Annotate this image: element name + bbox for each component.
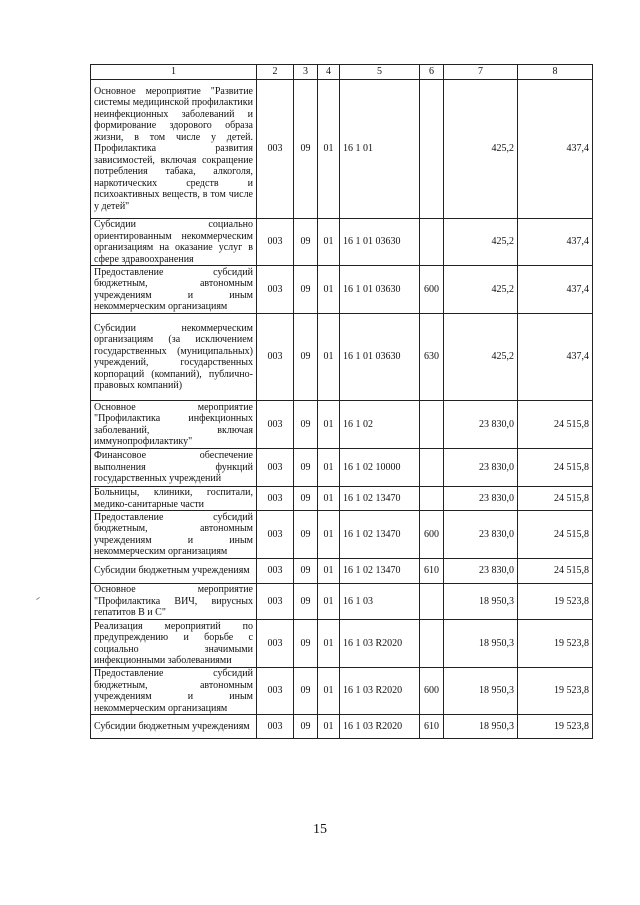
row-subsection-cell: 01 bbox=[318, 715, 340, 739]
row-ministry-code-cell: 003 bbox=[257, 559, 294, 584]
row-amount-year1-cell: 425,2 bbox=[444, 80, 518, 219]
header-cell: 8 bbox=[518, 65, 593, 80]
row-section-cell: 09 bbox=[294, 487, 318, 511]
row-target-article-cell: 16 1 03 R2020 bbox=[340, 620, 420, 668]
table-row bbox=[91, 80, 593, 219]
row-name-cell: Предоставление субсидий бюджетным, автономным учреждениям и иным некоммерческим организациям bbox=[91, 266, 257, 314]
row-ministry-code-cell: 003 bbox=[257, 219, 294, 266]
row-name-cell: Финансовое обеспечение выполнения функций государственных учреждений bbox=[91, 449, 257, 487]
row-target-article-cell: 16 1 02 10000 bbox=[340, 449, 420, 487]
row-name-cell: Предоставление субсидий бюджетным, автономным учреждениям и иным некоммерческим организациям bbox=[91, 511, 257, 559]
table-row bbox=[91, 314, 593, 401]
row-target-article-cell: 16 1 02 13470 bbox=[340, 559, 420, 584]
header-cell: 3 bbox=[294, 65, 318, 80]
table-row bbox=[91, 559, 593, 584]
header-cell: 1 bbox=[91, 65, 257, 80]
row-amount-year2-cell: 19 523,8 bbox=[518, 668, 593, 715]
row-subsection-cell: 01 bbox=[318, 314, 340, 401]
row-expense-type-cell bbox=[420, 620, 444, 668]
row-ministry-code-cell: 003 bbox=[257, 449, 294, 487]
table-row bbox=[91, 620, 593, 668]
row-target-article-cell: 16 1 01 03630 bbox=[340, 314, 420, 401]
row-ministry-code-cell: 003 bbox=[257, 401, 294, 449]
row-subsection-cell: 01 bbox=[318, 219, 340, 266]
row-amount-year2-cell: 437,4 bbox=[518, 314, 593, 401]
header-cell: 7 bbox=[444, 65, 518, 80]
row-subsection-cell: 01 bbox=[318, 511, 340, 559]
row-name-cell: Субсидии бюджетным учреждениям bbox=[91, 559, 257, 584]
row-target-article-cell: 16 1 02 13470 bbox=[340, 511, 420, 559]
header-cell: 4 bbox=[318, 65, 340, 80]
row-amount-year1-cell: 23 830,0 bbox=[444, 401, 518, 449]
row-section-cell: 09 bbox=[294, 511, 318, 559]
row-amount-year2-cell: 24 515,8 bbox=[518, 449, 593, 487]
row-name-cell: Субсидии социально ориентированным некоммерческим организациям на оказание услуг в сфере здравоохранения bbox=[91, 219, 257, 266]
row-amount-year2-cell: 19 523,8 bbox=[518, 620, 593, 668]
row-name-cell: Больницы, клиники, госпитали, медико-санитарные части bbox=[91, 487, 257, 511]
header-cell: 5 bbox=[340, 65, 420, 80]
row-expense-type-cell: 630 bbox=[420, 314, 444, 401]
row-subsection-cell: 01 bbox=[318, 487, 340, 511]
row-ministry-code-cell: 003 bbox=[257, 668, 294, 715]
row-expense-type-cell: 600 bbox=[420, 668, 444, 715]
row-target-article-cell: 16 1 03 R2020 bbox=[340, 715, 420, 739]
row-amount-year1-cell: 23 830,0 bbox=[444, 559, 518, 584]
row-section-cell: 09 bbox=[294, 314, 318, 401]
row-name-cell: Основное мероприятие "Профилактика инфекционных заболеваний, включая иммунопрофилактику" bbox=[91, 401, 257, 449]
row-amount-year1-cell: 425,2 bbox=[444, 314, 518, 401]
row-expense-type-cell bbox=[420, 401, 444, 449]
page-number: 15 bbox=[313, 822, 327, 837]
row-amount-year1-cell: 23 830,0 bbox=[444, 487, 518, 511]
row-section-cell: 09 bbox=[294, 715, 318, 739]
row-amount-year1-cell: 18 950,3 bbox=[444, 668, 518, 715]
row-amount-year2-cell: 24 515,8 bbox=[518, 487, 593, 511]
row-section-cell: 09 bbox=[294, 449, 318, 487]
row-expense-type-cell bbox=[420, 584, 444, 620]
table-row bbox=[91, 266, 593, 314]
row-amount-year2-cell: 437,4 bbox=[518, 80, 593, 219]
header-cell: 2 bbox=[257, 65, 294, 80]
row-amount-year2-cell: 24 515,8 bbox=[518, 401, 593, 449]
row-section-cell: 09 bbox=[294, 401, 318, 449]
table-row bbox=[91, 487, 593, 511]
row-ministry-code-cell: 003 bbox=[257, 266, 294, 314]
row-expense-type-cell: 610 bbox=[420, 715, 444, 739]
row-subsection-cell: 01 bbox=[318, 80, 340, 219]
row-ministry-code-cell: 003 bbox=[257, 487, 294, 511]
table-row bbox=[91, 715, 593, 739]
row-target-article-cell: 16 1 01 bbox=[340, 80, 420, 219]
row-ministry-code-cell: 003 bbox=[257, 80, 294, 219]
row-subsection-cell: 01 bbox=[318, 559, 340, 584]
table-row bbox=[91, 668, 593, 715]
row-name-cell: Предоставление субсидий бюджетным, автономным учреждениям и иным некоммерческим организациям bbox=[91, 668, 257, 715]
row-amount-year2-cell: 437,4 bbox=[518, 219, 593, 266]
row-section-cell: 09 bbox=[294, 668, 318, 715]
row-amount-year2-cell: 19 523,8 bbox=[518, 584, 593, 620]
row-section-cell: 09 bbox=[294, 219, 318, 266]
row-ministry-code-cell: 003 bbox=[257, 620, 294, 668]
row-name-cell: Основное мероприятие "Профилактика ВИЧ, вирусных гепатитов В и С" bbox=[91, 584, 257, 620]
row-target-article-cell: 16 1 02 13470 bbox=[340, 487, 420, 511]
table-body bbox=[91, 80, 593, 739]
row-amount-year2-cell: 24 515,8 bbox=[518, 511, 593, 559]
table-row bbox=[91, 449, 593, 487]
row-amount-year1-cell: 425,2 bbox=[444, 219, 518, 266]
row-name-cell: Субсидии некоммерческим организациям (за исключением государственных (муниципальных) учреждений, государственных корпораций (компаний), публично-правовых компаний) bbox=[91, 314, 257, 401]
row-target-article-cell: 16 1 03 R2020 bbox=[340, 668, 420, 715]
row-amount-year1-cell: 425,2 bbox=[444, 266, 518, 314]
row-amount-year2-cell: 19 523,8 bbox=[518, 715, 593, 739]
row-amount-year1-cell: 18 950,3 bbox=[444, 715, 518, 739]
budget-table bbox=[90, 64, 593, 739]
row-expense-type-cell bbox=[420, 80, 444, 219]
row-section-cell: 09 bbox=[294, 584, 318, 620]
row-section-cell: 09 bbox=[294, 266, 318, 314]
row-amount-year2-cell: 24 515,8 bbox=[518, 559, 593, 584]
row-name-cell: Основное мероприятие "Развитие системы медицинской профилактики неинфекционных заболеваний и формирование здорового образа жизни, в том числе у детей. Профилактика развития зависимостей, включая сокращение потребления табака, алкоголя, наркотических средств и психоактивных веществ, в том числе у детей" bbox=[91, 80, 257, 219]
row-expense-type-cell bbox=[420, 487, 444, 511]
row-target-article-cell: 16 1 03 bbox=[340, 584, 420, 620]
row-section-cell: 09 bbox=[294, 559, 318, 584]
row-section-cell: 09 bbox=[294, 620, 318, 668]
row-amount-year1-cell: 18 950,3 bbox=[444, 584, 518, 620]
row-expense-type-cell bbox=[420, 219, 444, 266]
table-header-row bbox=[91, 65, 593, 80]
scan-mark bbox=[36, 597, 40, 600]
row-expense-type-cell: 610 bbox=[420, 559, 444, 584]
row-expense-type-cell: 600 bbox=[420, 266, 444, 314]
row-amount-year1-cell: 23 830,0 bbox=[444, 511, 518, 559]
table-row bbox=[91, 401, 593, 449]
row-subsection-cell: 01 bbox=[318, 668, 340, 715]
header-cell: 6 bbox=[420, 65, 444, 80]
row-target-article-cell: 16 1 01 03630 bbox=[340, 266, 420, 314]
row-subsection-cell: 01 bbox=[318, 401, 340, 449]
row-amount-year1-cell: 18 950,3 bbox=[444, 620, 518, 668]
row-amount-year1-cell: 23 830,0 bbox=[444, 449, 518, 487]
table-row bbox=[91, 219, 593, 266]
row-expense-type-cell: 600 bbox=[420, 511, 444, 559]
row-subsection-cell: 01 bbox=[318, 620, 340, 668]
row-target-article-cell: 16 1 01 03630 bbox=[340, 219, 420, 266]
row-target-article-cell: 16 1 02 bbox=[340, 401, 420, 449]
row-name-cell: Реализация мероприятий по предупреждению и борьбе с социально значимыми инфекционными заболеваниями bbox=[91, 620, 257, 668]
table-row bbox=[91, 511, 593, 559]
row-ministry-code-cell: 003 bbox=[257, 511, 294, 559]
table-row bbox=[91, 584, 593, 620]
row-expense-type-cell bbox=[420, 449, 444, 487]
row-subsection-cell: 01 bbox=[318, 584, 340, 620]
row-subsection-cell: 01 bbox=[318, 449, 340, 487]
row-ministry-code-cell: 003 bbox=[257, 314, 294, 401]
row-amount-year2-cell: 437,4 bbox=[518, 266, 593, 314]
row-subsection-cell: 01 bbox=[318, 266, 340, 314]
row-ministry-code-cell: 003 bbox=[257, 715, 294, 739]
row-section-cell: 09 bbox=[294, 80, 318, 219]
row-ministry-code-cell: 003 bbox=[257, 584, 294, 620]
row-name-cell: Субсидии бюджетным учреждениям bbox=[91, 715, 257, 739]
